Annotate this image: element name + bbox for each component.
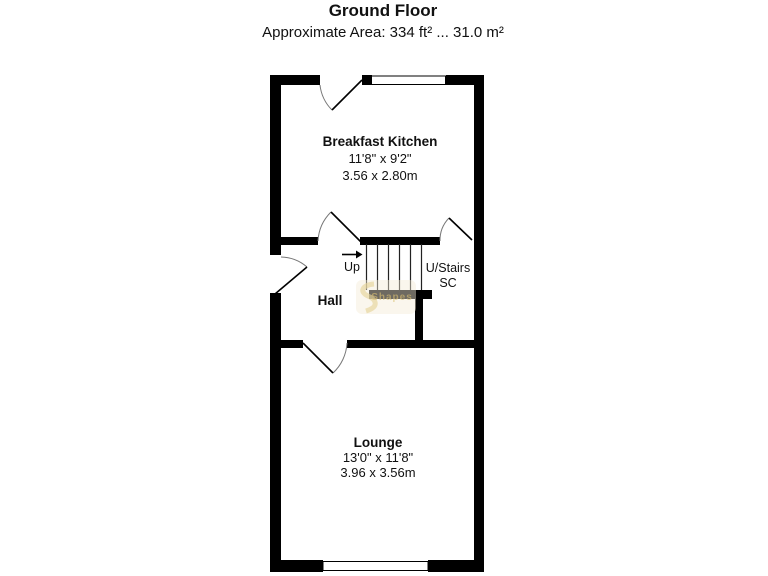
back-door-swing: [320, 85, 332, 110]
room-dims-metric-breakfast-kitchen: 3.56 x 2.80m: [342, 168, 418, 183]
window-kitchen: [372, 76, 446, 85]
kitchen-door-leaf: [331, 212, 362, 243]
stairs-up-label: Up: [344, 260, 360, 274]
watermark: [356, 280, 416, 314]
page-subtitle: Approximate Area: 334 ft² ... 31.0 m²: [262, 24, 504, 41]
front-door-swing: [281, 257, 307, 267]
back-door-leaf: [332, 80, 362, 110]
understairs-label-line2: SC: [439, 276, 457, 290]
room-dims-metric-lounge: 3.96 x 3.56m: [340, 465, 416, 480]
lounge-door-swing: [333, 343, 347, 373]
room-name-breakfast-kitchen: Breakfast Kitchen: [322, 134, 438, 149]
wall-lounge-divider-left: [270, 340, 303, 348]
wall-kitchen-divider-left: [270, 237, 318, 245]
walls: [270, 75, 484, 572]
wall-lounge-divider-right: [347, 340, 474, 348]
lounge-label: [340, 435, 415, 480]
breakfast-kitchen-label: [323, 134, 438, 183]
window-lounge: [323, 562, 428, 571]
kitchen-door-swing: [318, 212, 331, 241]
wall-top-mid-segment: [362, 75, 372, 85]
wall-bottom-right-segment: [428, 560, 484, 572]
watermark-text: Shapes: [371, 292, 413, 303]
wall-bottom-left-segment: [270, 560, 323, 572]
room-dims-imperial-breakfast-kitchen: 11'8" x 9'2": [348, 151, 412, 166]
page-title: Ground Floor: [328, 1, 438, 20]
wall-left-upper-segment: [270, 75, 281, 255]
cupboard-door-swing: [440, 218, 449, 241]
cupboard-door-leaf: [449, 218, 472, 240]
title-block: [262, 1, 504, 41]
room-name-hall: Hall: [317, 293, 343, 308]
up-arrow-icon: [342, 251, 363, 259]
wall-right: [474, 75, 484, 572]
up-arrow-head: [356, 251, 363, 259]
room-dims-imperial-lounge: 13'0" x 11'8": [342, 450, 414, 465]
understairs-label-line1: U/Stairs: [425, 261, 471, 275]
room-name-lounge: Lounge: [353, 435, 403, 450]
wall-left-lower-segment: [270, 293, 281, 572]
wall-kitchen-divider-stairs: [360, 237, 440, 245]
lounge-door-leaf: [303, 343, 333, 373]
front-door-leaf: [275, 267, 307, 294]
understairs-label: [426, 261, 470, 290]
doors: [275, 80, 472, 373]
wall-understairs: [415, 299, 423, 348]
